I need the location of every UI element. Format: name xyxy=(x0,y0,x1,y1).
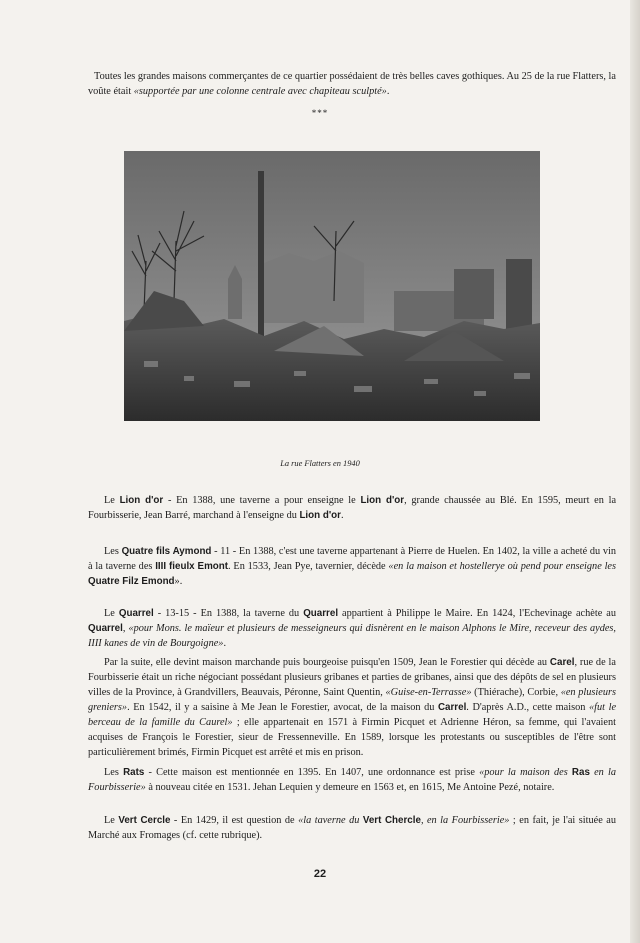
text-run: , rue de la Fourbisserie était un riche négociant possédant plusieurs gribanes et parties de gribanes, ainsi que des dépôts de sel en plusieurs villes de la Province, à Grandvillers, Beauvais, Péronne, Saint Quentin, xyxy=(88,657,616,698)
place-name: Lion d'or xyxy=(119,495,164,506)
text-run: , xyxy=(122,623,129,634)
place-name: Rats xyxy=(123,767,145,778)
quarrel-paragraph xyxy=(88,606,616,651)
text-run: - 13-15 - En 1388, la taverne du xyxy=(153,608,304,619)
text-run: . En 1542, il y a saisine à Me Jean le Forestier, avocat, de la maison du xyxy=(127,702,438,713)
intro-text: , la voûte était xyxy=(88,71,616,97)
quote-run: en la Fourbisserie» xyxy=(88,767,616,793)
text-run: - En 1388, une taverne a pour enseigne le xyxy=(163,495,361,506)
quatre-fils-paragraph xyxy=(88,544,616,589)
place-name: Lion d'or xyxy=(360,495,405,506)
text-run: Le xyxy=(104,608,119,619)
text-run: Les xyxy=(104,546,122,557)
quote-run: «la taverne du xyxy=(298,815,363,826)
quote-run: «pour Mons. le maïeur et plusieurs de messeigneurs qui disnèrent en le maison Alphons le Mire, receveur des aydes, IIII kanes de vin de Bourgoigne» xyxy=(88,623,616,649)
place-name: Quatre Filz Emond xyxy=(88,576,175,587)
place-name: Carel xyxy=(549,657,575,668)
quarrel-history-paragraph xyxy=(88,655,616,760)
place-name: Quarrel xyxy=(303,608,339,619)
place-name: Quatre fils Aymond xyxy=(121,546,212,557)
text-run: . xyxy=(340,510,344,521)
place-name: Ras xyxy=(571,767,590,778)
place-name: IIII fieulx Emont xyxy=(155,561,229,572)
intro-quote: «supportée par une colonne centrale avec chapiteau sculpté» xyxy=(133,86,387,97)
text-run: Le xyxy=(104,815,119,826)
historical-photo xyxy=(124,151,540,421)
text-run: , grande chaussée au Blé. En 1595, meurt en la Fourbisserie, Jean Barré, marchand à l'enseigne du xyxy=(88,495,617,521)
text-run: Les xyxy=(104,767,124,778)
quote-run: «en plusieurs greniers» xyxy=(88,687,616,713)
text-run: . D'après A.D., cette maison xyxy=(466,702,589,713)
place-name: Vert Chercle xyxy=(362,815,421,826)
quote-run: «Guise-en-Terrasse» xyxy=(385,687,472,698)
text-run: appartient à Philippe le Maire. En 1424, l'Echevinage achète au xyxy=(338,608,616,619)
quote-run: , en la Fourbisserie» xyxy=(420,815,510,826)
lion-dor-paragraph xyxy=(88,493,616,523)
intro-line1: Toutes les grandes maisons commerçantes de ce quartier possédaient de très belles caves gothiques. Au 25 de la xyxy=(94,71,555,82)
photo-caption: La rue Flatters en 1940 xyxy=(280,459,360,468)
text-run: - En 1429, il est question de xyxy=(170,815,299,826)
quote-run: «pour la maison des xyxy=(479,767,572,778)
text-run: . En 1533, Jean Pye, tavernier, décède xyxy=(228,561,389,572)
page-edge xyxy=(630,0,640,943)
place-name: Quarrel xyxy=(118,608,154,619)
text-run: - 11 - En 1388, c'est une taverne appartenant à Pierre de Huelen. En 1402, la ville a acheté du vin à la taverne des xyxy=(88,546,617,572)
vert-cercle-paragraph xyxy=(88,813,616,843)
place-name: Quarrel xyxy=(88,623,123,634)
place-name: Lion d'or xyxy=(299,510,341,521)
text-run: à nouveau citée en 1531. Jehan Lequien y demeure en 1563 et, en 1615, Me Antoine Pezé, notaire. xyxy=(145,782,555,793)
intro-end: . xyxy=(386,86,390,97)
text-run: Le xyxy=(104,495,120,506)
street-name: rue Flatters xyxy=(556,71,604,82)
place-name: Carrel xyxy=(437,702,467,713)
text-run: ». xyxy=(174,576,183,587)
quote-run: «fut le berceau de la famille du Caurel» xyxy=(88,702,617,728)
text-run: ; elle appartenait en 1571 à Firmin Picquet et Adrienne Héron, sa femme, qui l'avaient acquises de François le Forestier, sieur de Fressenneville. En 1589, lorsque les protestants ou susceptibles de l'être sont particulièrement brimés, Firmin Picquet est arrêté et mis en prison. xyxy=(88,717,616,758)
place-name: Vert Cercle xyxy=(118,815,171,826)
intro-paragraph xyxy=(88,69,616,99)
quote-run: «en la maison et hostelleryе où pend pour enseigne les xyxy=(388,561,617,572)
text-run: - Cette maison est mentionnée en 1395. En 1407, une ordonnance est prise xyxy=(144,767,480,778)
text-run: ; en fait, je l'ai située au Marché aux Fromages (cf. cette rubrique). xyxy=(88,815,616,841)
text-run: . xyxy=(223,638,227,649)
page-number: 22 xyxy=(313,868,327,880)
text-run: (Thiérache), Corbie, xyxy=(471,687,561,698)
rats-paragraph xyxy=(88,765,616,795)
section-separator: *** xyxy=(311,108,329,118)
text-run: Par la suite, elle devint maison marchande puis bourgeoise puisqu'en 1509, Jean le Forestier qui décède au xyxy=(104,657,550,668)
